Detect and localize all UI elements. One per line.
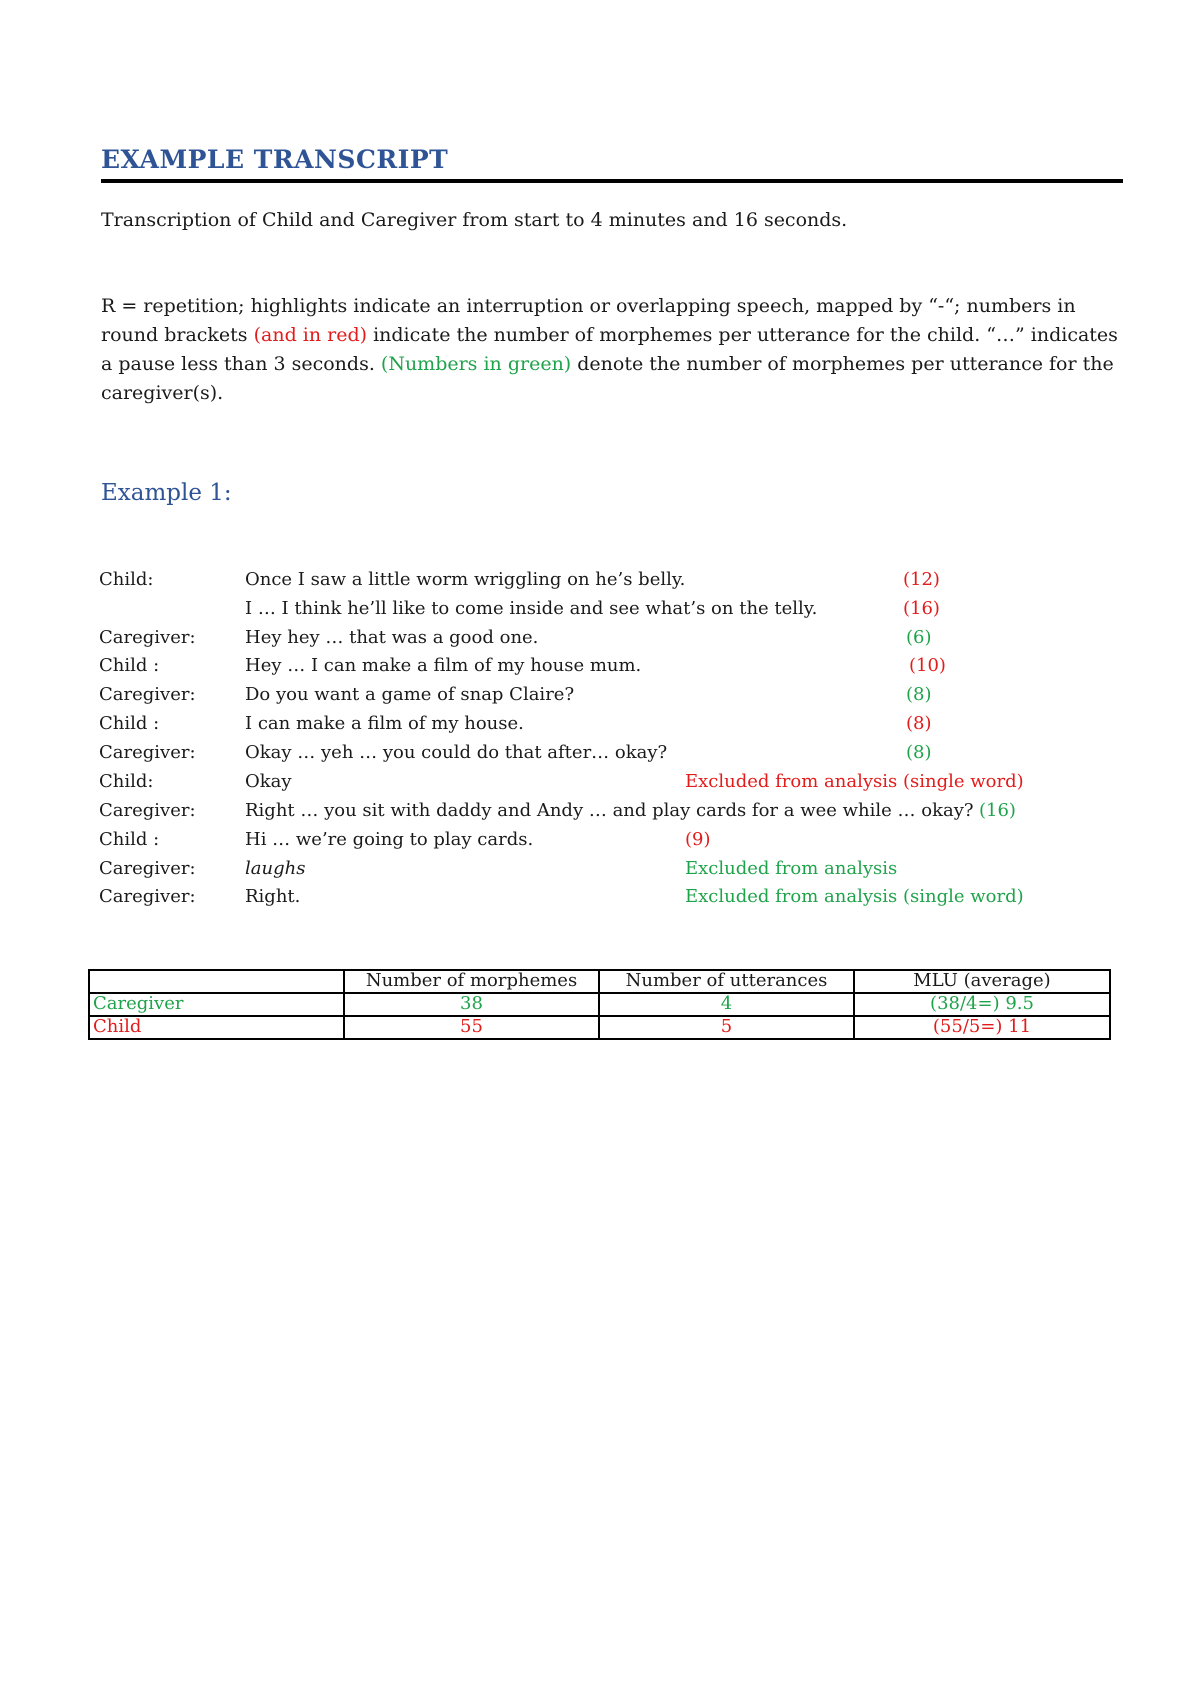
speaker-label: Child: <box>99 771 154 792</box>
legend-text-1: R = repetition; highlights indicate an interruption or overlapping speech, mapped by “-“; numbers in round brackets <box>101 295 1076 346</box>
table-cell: 5 <box>599 1016 854 1039</box>
legend-green-note: (Numbers in green) <box>380 353 572 375</box>
utterance-text: Right. <box>245 886 301 907</box>
utterance-text: Once I saw a little worm wriggling on he’s belly. <box>245 569 686 590</box>
header-cell: Number of morphemes <box>344 970 599 993</box>
utterance-text: Right … you sit with daddy and Andy … and play cards for a wee while … okay? <box>245 800 974 821</box>
intro-paragraph: Transcription of Child and Caregiver from start to 4 minutes and 16 seconds. <box>101 209 848 231</box>
utterance-text: I … I think he’ll like to come inside and see what’s on the telly. <box>245 598 818 619</box>
utterance-text: Okay … yeh … you could do that after… okay? <box>245 742 668 763</box>
speaker-label: Caregiver: <box>99 858 196 879</box>
speaker-label: Caregiver: <box>99 800 196 821</box>
document-title: EXAMPLE TRANSCRIPT <box>101 145 449 174</box>
speaker-label: Caregiver: <box>99 684 196 705</box>
utterance-text: Okay <box>245 771 292 792</box>
header-cell: Number of utterances <box>599 970 854 993</box>
legend-paragraph <box>101 292 1131 408</box>
legend-red-note: (and in red) <box>253 324 368 346</box>
morpheme-count: (16) <box>903 598 940 619</box>
table-cell: (38/4=) 9.5 <box>854 993 1110 1016</box>
row-label: Caregiver <box>89 993 344 1016</box>
morpheme-count: (6) <box>906 627 932 648</box>
morpheme-count: (9) <box>685 829 711 850</box>
speaker-label: Child : <box>99 655 160 676</box>
morpheme-count: (10) <box>909 655 946 676</box>
utterance-text: Do you want a game of snap Claire? <box>245 684 575 705</box>
utterance-text: Hey … I can make a film of my house mum. <box>245 655 642 676</box>
legend-text-3: denote the number of morphemes per utterance for the caregiver(s). <box>101 353 1114 404</box>
analysis-note: Excluded from analysis <box>685 858 898 879</box>
table-row <box>89 993 1110 1016</box>
morpheme-count: (8) <box>906 713 932 734</box>
utterance-text: I can make a film of my house. <box>245 713 524 734</box>
utterance-text: laughs <box>245 858 306 879</box>
table-cell: 4 <box>599 993 854 1016</box>
table-row <box>89 1016 1110 1039</box>
table-cell: (55/5=) 11 <box>854 1016 1110 1039</box>
table-cell: 55 <box>344 1016 599 1039</box>
analysis-note: Excluded from analysis (single word) <box>685 886 1024 907</box>
utterance-text: Hi … we’re going to play cards. <box>245 829 534 850</box>
table-cell: 38 <box>344 993 599 1016</box>
example-heading: Example 1: <box>101 480 232 506</box>
morpheme-count: (16) <box>979 800 1016 821</box>
speaker-label: Caregiver: <box>99 886 196 907</box>
table-header-row <box>89 970 1110 993</box>
speaker-label: Child : <box>99 829 160 850</box>
title-rule <box>101 179 1123 183</box>
speaker-label: Caregiver: <box>99 627 196 648</box>
summary-table <box>88 969 1111 1040</box>
header-cell <box>89 970 344 993</box>
morpheme-count: (12) <box>903 569 940 590</box>
utterance-text: Hey hey … that was a good one. <box>245 627 539 648</box>
speaker-label: Caregiver: <box>99 742 196 763</box>
row-label: Child <box>89 1016 344 1039</box>
speaker-label: Child: <box>99 569 154 590</box>
morpheme-count: (8) <box>906 742 932 763</box>
analysis-note: Excluded from analysis (single word) <box>685 771 1024 792</box>
legend-text-2: indicate the number of morphemes per utterance for the child. “…” indicates a pause less than 3 seconds. <box>101 324 1118 375</box>
morpheme-count: (8) <box>906 684 932 705</box>
speaker-label: Child : <box>99 713 160 734</box>
header-cell: MLU (average) <box>854 970 1110 993</box>
